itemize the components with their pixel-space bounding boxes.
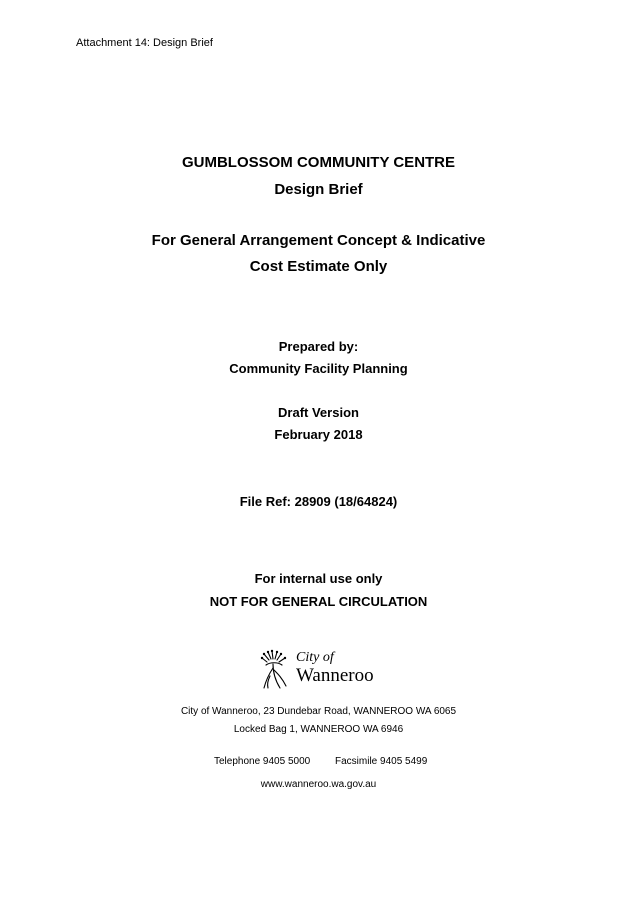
file-reference: File Ref: 28909 (18/64824) bbox=[239, 494, 398, 509]
logo-city-of-text: City of bbox=[296, 650, 334, 665]
purpose-line-2: Cost Estimate Only bbox=[249, 258, 388, 275]
prepared-by-label: Prepared by: bbox=[278, 339, 359, 354]
attachment-header: Attachment 14: Design Brief bbox=[76, 37, 213, 49]
street-address: City of Wanneroo, 23 Dundebar Road, WANNEROO WA 6065 bbox=[180, 706, 457, 717]
city-of-wanneroo-logo bbox=[258, 648, 383, 690]
purpose-line-1: For General Arrangement Concept & Indicative bbox=[151, 232, 486, 249]
prepared-by-value: Community Facility Planning bbox=[229, 361, 408, 376]
circulation-notice: NOT FOR GENERAL CIRCULATION bbox=[209, 594, 428, 609]
postal-address: Locked Bag 1, WANNEROO WA 6946 bbox=[233, 724, 404, 735]
document-type: Design Brief bbox=[274, 181, 363, 198]
telephone-number: Telephone 9405 5000 bbox=[214, 756, 311, 767]
facsimile-number: Facsimile 9405 5499 bbox=[335, 756, 428, 767]
logo-wanneroo-text: Wanneroo bbox=[296, 665, 374, 686]
internal-use-notice: For internal use only bbox=[254, 571, 383, 586]
version-date: February 2018 bbox=[274, 427, 363, 442]
gumblossom-logo-icon bbox=[258, 648, 294, 690]
project-title: GUMBLOSSOM COMMUNITY CENTRE bbox=[181, 154, 456, 171]
version-status: Draft Version bbox=[278, 405, 359, 420]
website-url: www.wanneroo.wa.gov.au bbox=[260, 779, 377, 790]
